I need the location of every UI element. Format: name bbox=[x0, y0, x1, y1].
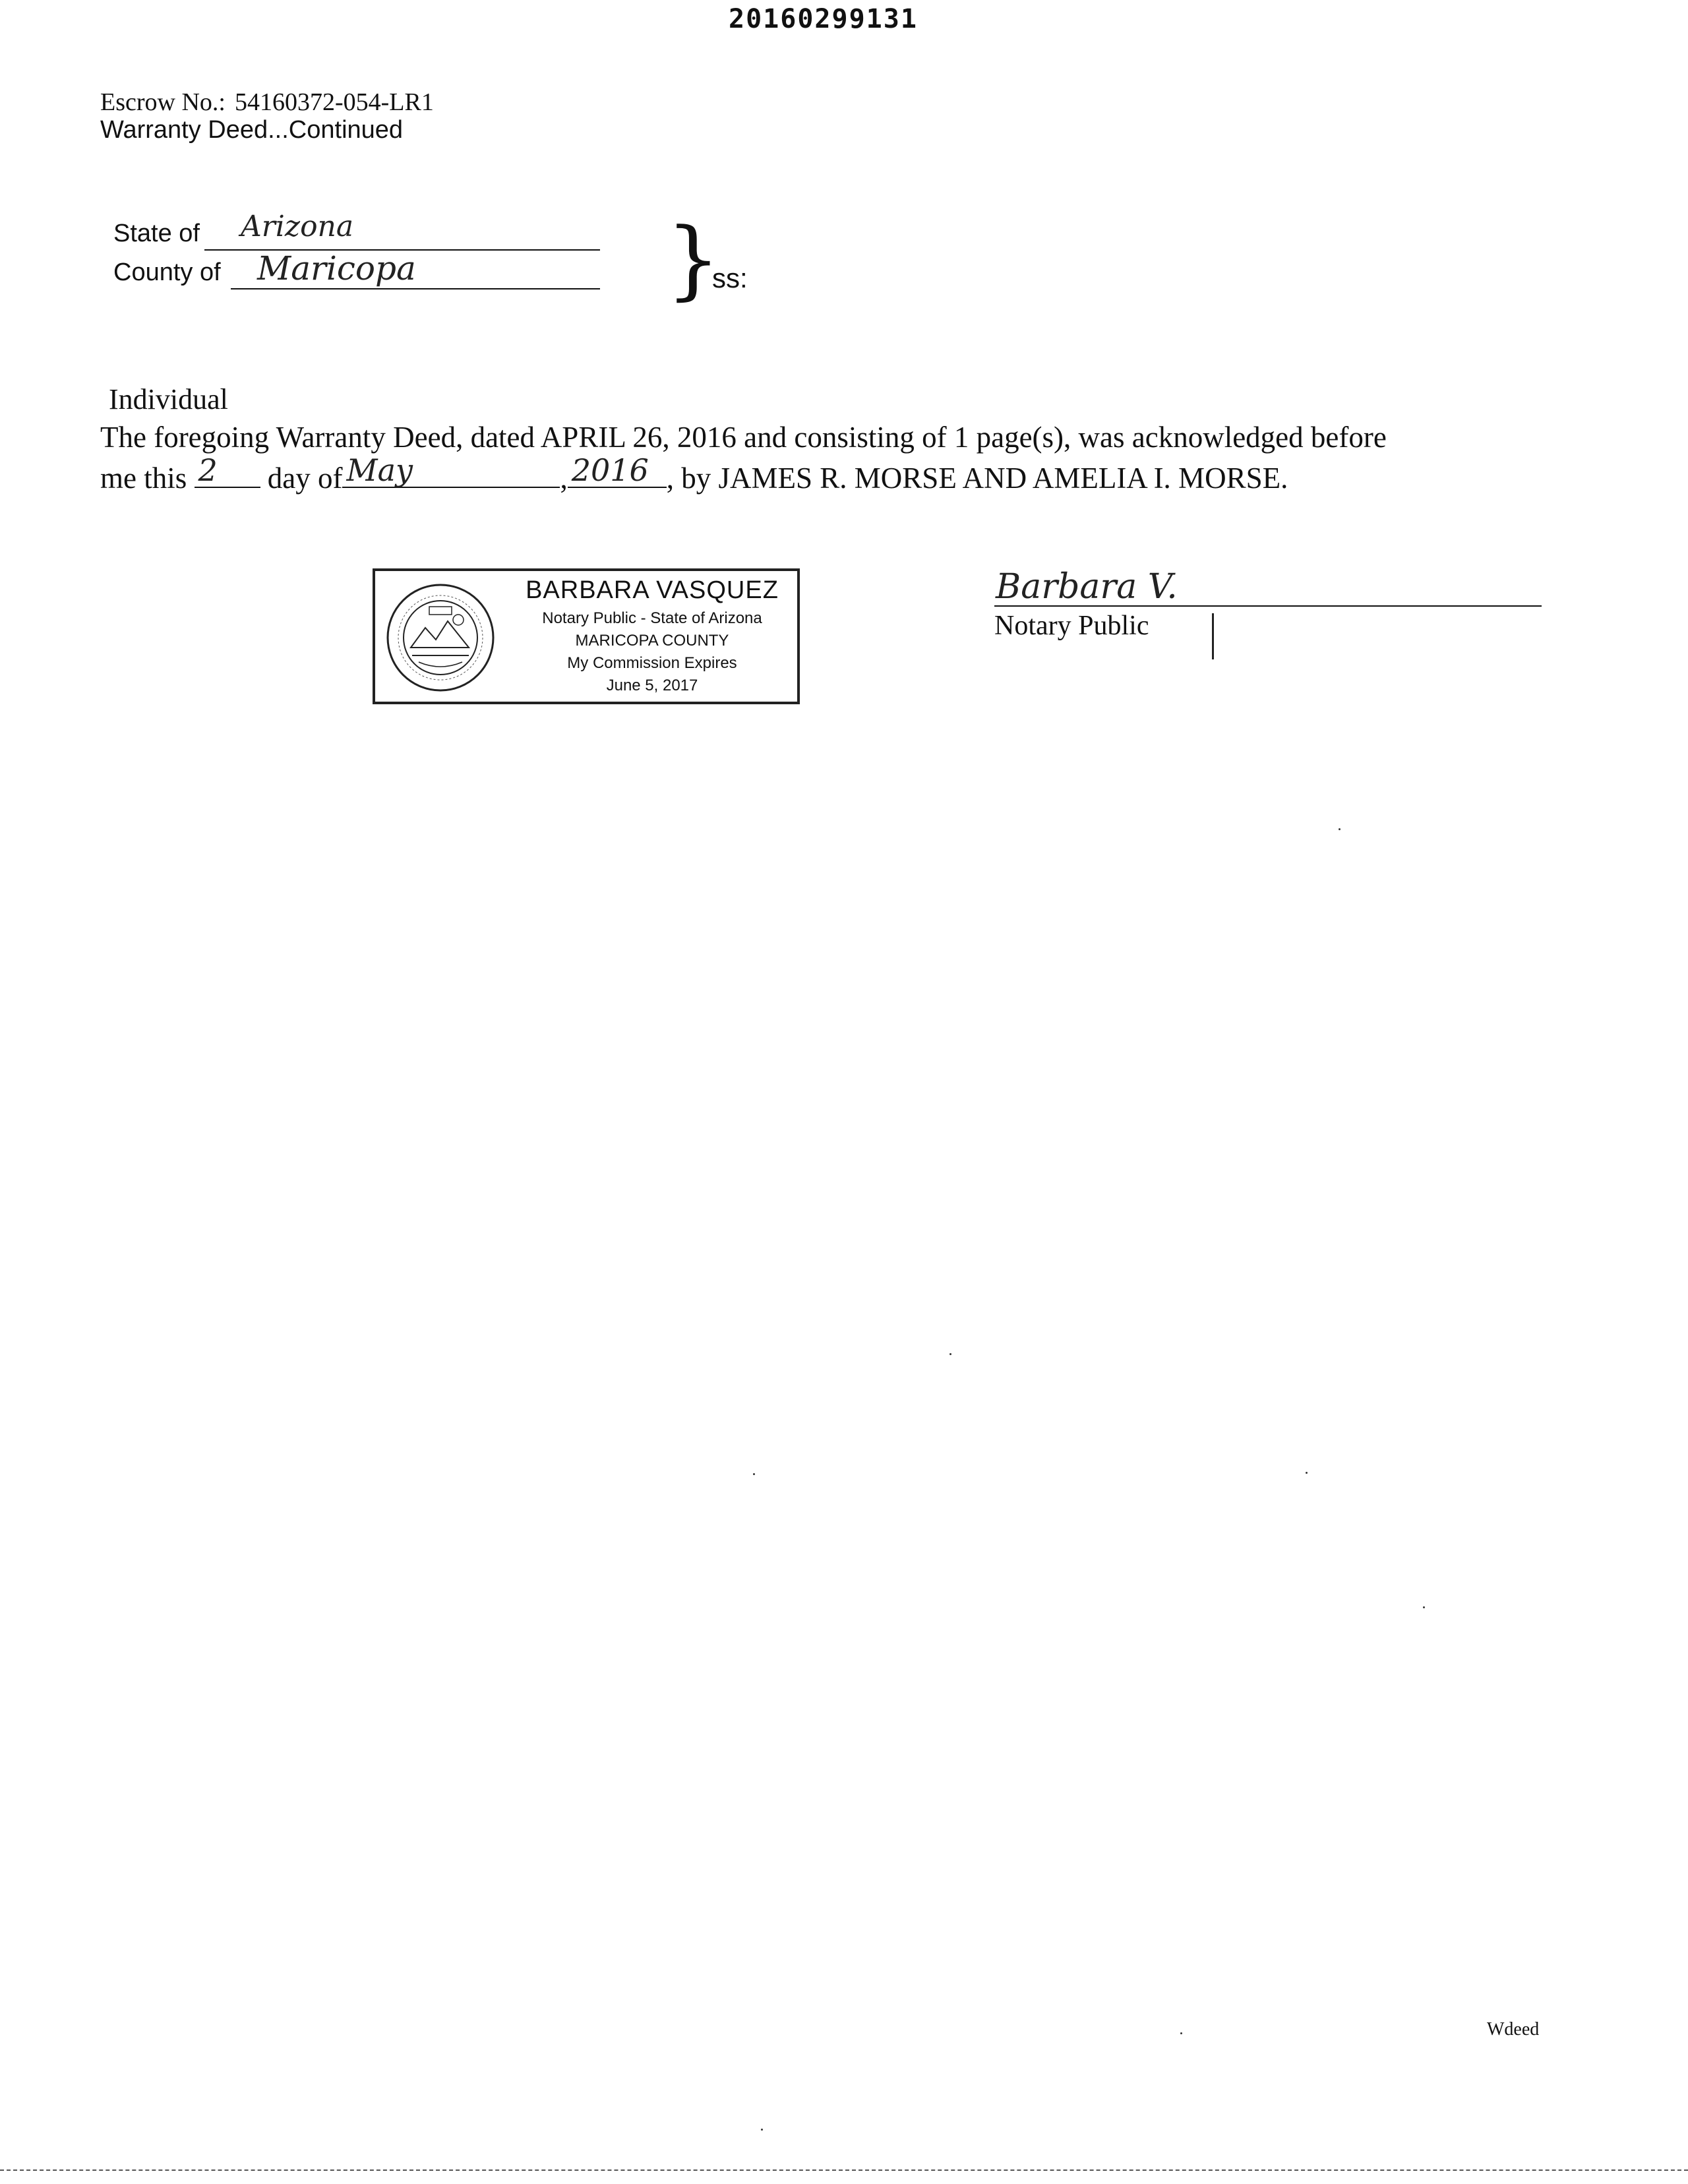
date-comma: , bbox=[560, 462, 568, 495]
acknowledgment-prefix: me this bbox=[100, 462, 187, 495]
scan-speck bbox=[950, 1353, 951, 1355]
county-label: County of bbox=[113, 258, 221, 286]
acknowledgment-line-1: The foregoing Warranty Deed, dated APRIL 26, 2016 and consisting of 1 page(s), was acknowledged before bbox=[100, 421, 1387, 454]
notary-public-label: Notary Public bbox=[994, 611, 1149, 641]
scan-edge-line bbox=[0, 2169, 1688, 2171]
scan-speck bbox=[1339, 828, 1341, 830]
day-of-label: day of bbox=[267, 462, 343, 495]
document-continued-heading: Warranty Deed...Continued bbox=[100, 116, 404, 144]
stamp-county: MARICOPA COUNTY bbox=[575, 632, 729, 650]
county-handwritten: Maricopa bbox=[257, 249, 416, 288]
notary-signature: Barbara V. bbox=[996, 567, 1178, 607]
ss-label: ss: bbox=[712, 262, 748, 293]
escrow-number: 54160372-054-LR1 bbox=[234, 88, 434, 116]
day-blank bbox=[195, 452, 260, 488]
scan-speck bbox=[1180, 2032, 1182, 2034]
stamp-notary-title: Notary Public - State of Arizona bbox=[542, 609, 762, 627]
month-blank bbox=[342, 452, 560, 488]
state-seal-icon bbox=[384, 582, 497, 694]
escrow-label: Escrow No.: bbox=[100, 88, 226, 116]
scan-speck bbox=[753, 1473, 755, 1475]
footer-form-code: Wdeed bbox=[1487, 2019, 1540, 2040]
notary-stamp bbox=[373, 568, 800, 704]
scan-speck bbox=[1423, 1606, 1425, 1608]
stamp-expiration-date: June 5, 2017 bbox=[606, 677, 698, 694]
month-handwritten: May bbox=[346, 452, 413, 488]
acknowledgment-line-2 bbox=[100, 452, 1288, 495]
brace-icon: } bbox=[666, 209, 721, 309]
scan-speck bbox=[761, 2129, 763, 2131]
escrow-line bbox=[100, 88, 434, 117]
year-handwritten: 2016 bbox=[571, 452, 649, 488]
stamp-commission: My Commission Expires bbox=[567, 654, 737, 672]
year-blank bbox=[568, 452, 667, 488]
day-handwritten: 2 bbox=[198, 452, 218, 488]
stamp-notary-name: BARBARA VASQUEZ bbox=[526, 576, 779, 604]
county-field-line bbox=[231, 288, 600, 289]
recording-number: 20160299131 bbox=[729, 4, 918, 34]
state-label: State of bbox=[113, 220, 200, 247]
acknowledgment-suffix: , by JAMES R. MORSE AND AMELIA I. MORSE. bbox=[666, 462, 1288, 495]
signature-stroke-mark bbox=[1212, 613, 1214, 659]
individual-heading: Individual bbox=[109, 383, 228, 415]
state-handwritten: Arizona bbox=[241, 210, 354, 243]
scan-speck bbox=[1306, 1472, 1308, 1474]
